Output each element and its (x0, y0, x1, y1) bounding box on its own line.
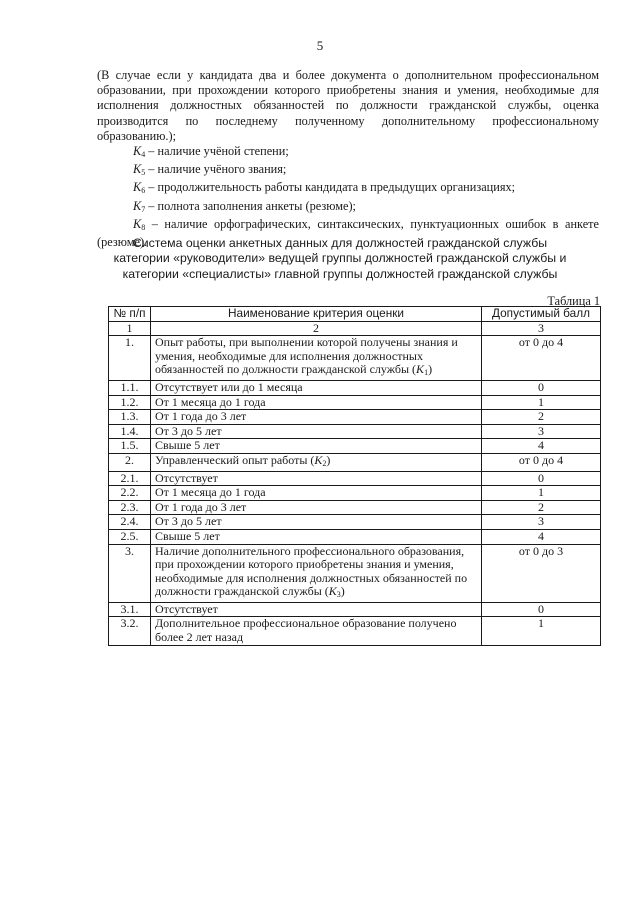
row-name: От 1 месяца до 1 года (151, 486, 482, 501)
factor-item (97, 180, 599, 198)
factor-item (97, 199, 599, 217)
header-num: № п/п (109, 307, 151, 322)
row-name: От 3 до 5 лет (151, 515, 482, 530)
column-number: 1 (109, 321, 151, 336)
row-name: Управленческий опыт работы $(K_2)$ (151, 453, 482, 471)
row-name-text: Опыт работы, при выполнении которой получены знания и умения, необходимые для исполнения должностных обязанностей по должности гражданской службы (155, 335, 458, 377)
table-row (109, 410, 601, 425)
row-name: Отсутствует (151, 602, 482, 617)
row-name: Отсутствует (151, 471, 482, 486)
row-name-text: Наличие дополнительного профессионального образования, при прохождении которого приобретены знания и умения, необходимые для исполнения должностных обязанностей по должности гражданской службы (155, 543, 468, 599)
row-num: 2.2. (109, 486, 151, 501)
caption-line: категории «руководители» ведущей группы должностей гражданской службы и (113, 251, 567, 266)
row-name: От 1 года до 3 лет (151, 500, 482, 515)
row-score: 1 (482, 395, 601, 410)
row-num: 1.5. (109, 439, 151, 454)
row-name: От 1 года до 3 лет (151, 410, 482, 425)
row-score: 2 (482, 410, 601, 425)
row-score: 2 (482, 500, 601, 515)
row-num: 2.1. (109, 471, 151, 486)
table-row (109, 336, 601, 381)
factor-text: – продолжительность работы кандидата в предыдущих организациях; (148, 180, 516, 195)
row-num: 1. (109, 336, 151, 381)
column-number: 2 (151, 321, 482, 336)
row-score: 0 (482, 380, 601, 395)
row-score: от 0 до 4 (482, 453, 601, 471)
factor-subscript: 8 (141, 222, 146, 232)
row-name: Свыше 5 лет (151, 439, 482, 454)
factor-text: – наличие учёной степени; (148, 144, 289, 159)
row-name: От 1 месяца до 1 года (151, 395, 482, 410)
row-score: 1 (482, 617, 601, 645)
row-name: Опыт работы, при выполнении которой получены знания и умения, необходимые для исполнения должностных обязанностей по должности гражданской службы $(K_1)$ (151, 336, 482, 381)
row-num: 1.2. (109, 395, 151, 410)
factor-subscript: 1 (424, 368, 429, 378)
factor-subscript: 5 (141, 168, 146, 178)
row-num: 3. (109, 544, 151, 602)
row-num: 2.4. (109, 515, 151, 530)
row-name: Отсутствует или до 1 месяца (151, 380, 482, 395)
intro-section (97, 68, 599, 250)
factor-subscript: 2 (322, 458, 327, 468)
row-score: 1 (482, 486, 601, 501)
row-score: 0 (482, 602, 601, 617)
factor-text: – наличие учёного звания; (148, 162, 287, 177)
row-num: 3.2. (109, 617, 151, 645)
table-row (109, 544, 601, 602)
table-row (109, 515, 601, 530)
row-num: 2. (109, 453, 151, 471)
factor-subscript: 6 (141, 186, 146, 196)
row-num: 1.3. (109, 410, 151, 425)
factor-symbol: K (133, 180, 142, 195)
table-caption (80, 236, 600, 282)
table-header-row (109, 307, 601, 322)
factor-symbol: K (133, 162, 142, 177)
table-label: Таблица 1 (547, 294, 600, 308)
factor-subscript: 4 (141, 150, 146, 160)
row-score: 4 (482, 529, 601, 544)
factor-symbol: K (133, 198, 142, 213)
row-name: Свыше 5 лет (151, 529, 482, 544)
row-score: 0 (482, 471, 601, 486)
table-row (109, 395, 601, 410)
row-name: Наличие дополнительного профессионального образования, при прохождении которого приобретены знания и умения, необходимые для исполнения должностных обязанностей по должности гражданской службы $(K_3)$ (151, 544, 482, 602)
header-score: Допустимый балл (482, 307, 601, 322)
table-row (109, 617, 601, 645)
intro-paragraph: (В случае если у кандидата два и более документа о дополнительном профессиональном образовании, при прохождении которого приобретены знания и умения, необходимые для исполнения должностных обязанностей по должности гражданской службы, оценка производится по последнему полученному дополнительному профессиональному образованию.); (97, 68, 599, 143)
caption-line: категории «специалисты» главной группы должностей гражданской службы (122, 266, 558, 281)
row-name: От 3 до 5 лет (151, 424, 482, 439)
factor-text: – полнота заполнения анкеты (резюме); (148, 198, 356, 213)
factor-text: – наличие орфографических, синтаксических, пунктуационных ошибок в анкете (резюме). (97, 216, 599, 250)
table-row (109, 453, 601, 471)
row-score: от 0 до 3 (482, 544, 601, 602)
factor-symbol: K (133, 216, 142, 231)
factor-symbol: K (133, 144, 142, 159)
factor-symbol: K (416, 362, 425, 377)
row-score: 4 (482, 439, 601, 454)
factor-subscript: 7 (141, 204, 146, 214)
row-num: 2.5. (109, 529, 151, 544)
row-num: 2.3. (109, 500, 151, 515)
factor-item (97, 144, 599, 162)
caption-line: Система оценки анкетных данных для должностей гражданской службы (132, 236, 548, 250)
factor-symbol: K (328, 584, 337, 599)
row-name-text: Управленческий опыт работы (155, 452, 308, 467)
table-row (109, 500, 601, 515)
row-num: 1.1. (109, 380, 151, 395)
row-score: 3 (482, 424, 601, 439)
criteria-table (108, 306, 601, 646)
row-num: 1.4. (109, 424, 151, 439)
column-number: 3 (482, 321, 601, 336)
column-numbers-row (109, 321, 601, 336)
row-score: 3 (482, 515, 601, 530)
row-num: 3.1. (109, 602, 151, 617)
table-row (109, 602, 601, 617)
table-row (109, 529, 601, 544)
page-number: 5 (316, 38, 324, 53)
row-score: от 0 до 4 (482, 336, 601, 381)
row-name: Дополнительное профессиональное образование получено более 2 лет назад (151, 617, 482, 645)
factor-symbol: K (314, 452, 323, 467)
table-row (109, 486, 601, 501)
table-row (109, 424, 601, 439)
factor-item (97, 162, 599, 180)
header-name: Наименование критерия оценки (151, 307, 482, 322)
table-row (109, 471, 601, 486)
factor-subscript: 3 (336, 590, 341, 600)
table-row (109, 380, 601, 395)
table-row (109, 439, 601, 454)
